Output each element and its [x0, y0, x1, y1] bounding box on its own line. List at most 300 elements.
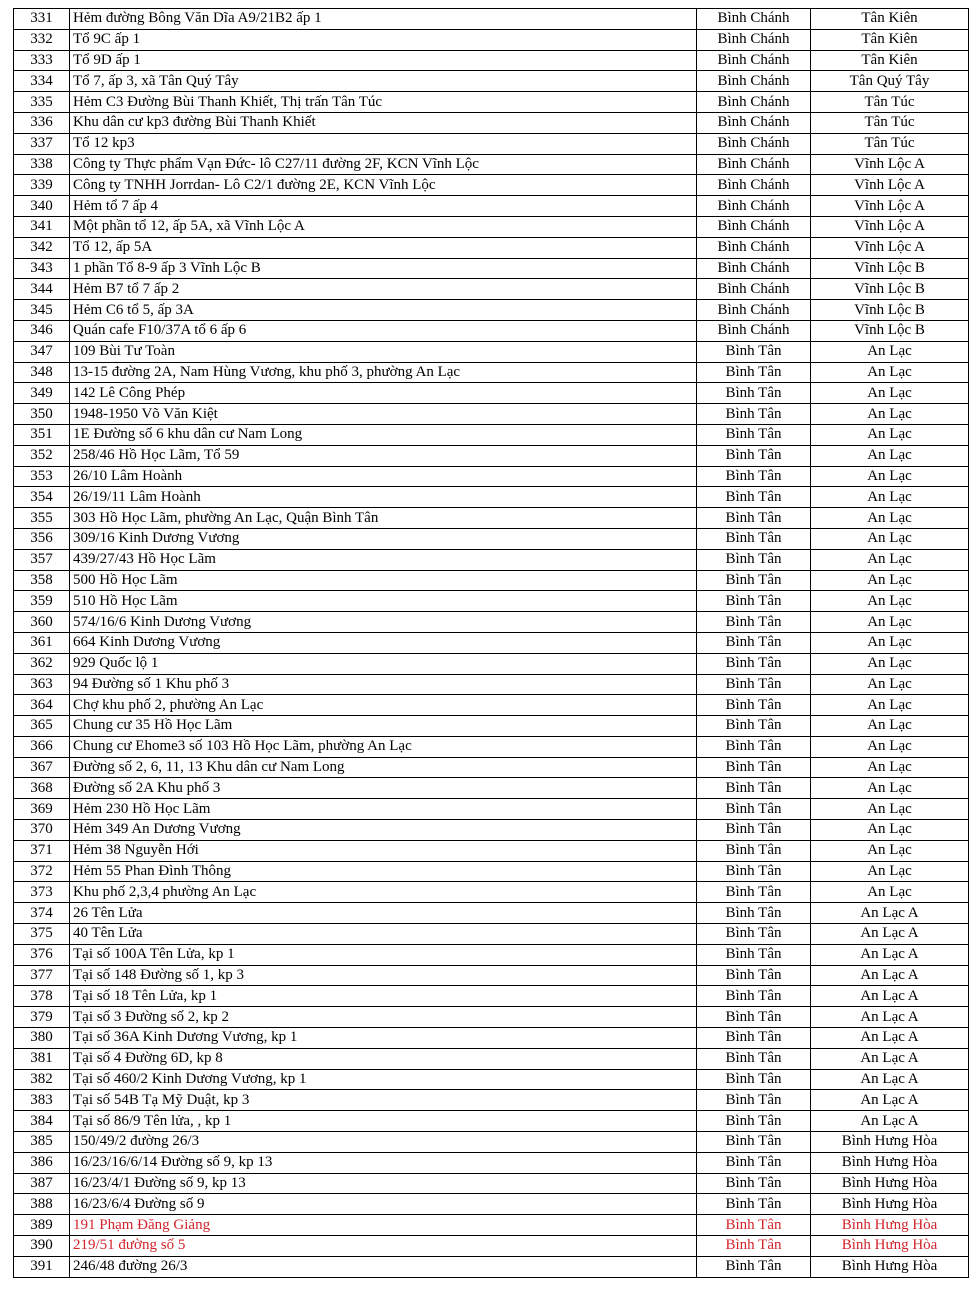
ward-cell: Bình Hưng Hòa — [811, 1215, 969, 1236]
row-number: 365 — [14, 716, 70, 737]
table-row — [14, 175, 969, 196]
table-row — [14, 112, 969, 133]
row-number: 332 — [14, 29, 70, 50]
address-cell: 258/46 Hồ Học Lãm, Tổ 59 — [70, 445, 697, 466]
ward-cell: An Lạc — [811, 570, 969, 591]
address-cell: Chung cư 35 Hồ Học Lãm — [70, 716, 697, 737]
ward-cell: An Lạc — [811, 383, 969, 404]
district-cell: Bình Tân — [697, 903, 811, 924]
row-number: 349 — [14, 383, 70, 404]
table-row — [14, 1111, 969, 1132]
district-cell: Bình Tân — [697, 1069, 811, 1090]
row-number: 370 — [14, 820, 70, 841]
row-number: 376 — [14, 944, 70, 965]
address-cell: Tổ 9C ấp 1 — [70, 29, 697, 50]
ward-cell: Vĩnh Lộc A — [811, 196, 969, 217]
table-row — [14, 1069, 969, 1090]
row-number: 359 — [14, 591, 70, 612]
district-cell: Bình Chánh — [697, 320, 811, 341]
row-number: 352 — [14, 445, 70, 466]
address-cell: Tại số 3 Đường số 2, kp 2 — [70, 1007, 697, 1028]
ward-cell: An Lạc A — [811, 1048, 969, 1069]
district-cell: Bình Tân — [697, 549, 811, 570]
address-cell: Quán cafe F10/37A tổ 6 ấp 6 — [70, 320, 697, 341]
ward-cell: Tân Kiên — [811, 29, 969, 50]
address-cell: Tại số 18 Tên Lửa, kp 1 — [70, 986, 697, 1007]
district-cell: Bình Tân — [697, 924, 811, 945]
row-number: 391 — [14, 1256, 70, 1277]
row-number: 384 — [14, 1111, 70, 1132]
address-cell: Tổ 12, ấp 5A — [70, 237, 697, 258]
district-cell: Bình Tân — [697, 1028, 811, 1049]
district-cell: Bình Tân — [697, 716, 811, 737]
ward-cell: An Lạc — [811, 362, 969, 383]
district-cell: Bình Tân — [697, 965, 811, 986]
row-number: 385 — [14, 1132, 70, 1153]
row-number: 373 — [14, 882, 70, 903]
ward-cell: Vĩnh Lộc A — [811, 216, 969, 237]
district-cell: Bình Tân — [697, 986, 811, 1007]
ward-cell: An Lạc A — [811, 944, 969, 965]
address-cell: 16/23/6/4 Đường số 9 — [70, 1194, 697, 1215]
row-number: 337 — [14, 133, 70, 154]
table-row — [14, 487, 969, 508]
table-row — [14, 695, 969, 716]
district-cell: Bình Chánh — [697, 112, 811, 133]
ward-cell: An Lạc — [811, 695, 969, 716]
table-row — [14, 986, 969, 1007]
row-number: 378 — [14, 986, 70, 1007]
address-cell: Khu dân cư kp3 đường Bùi Thanh Khiết — [70, 112, 697, 133]
district-cell: Bình Chánh — [697, 92, 811, 113]
ward-cell: An Lạc A — [811, 965, 969, 986]
district-cell: Bình Tân — [697, 840, 811, 861]
address-cell: Hẻm 230 Hồ Học Lãm — [70, 799, 697, 820]
table-row — [14, 29, 969, 50]
district-cell: Bình Chánh — [697, 9, 811, 30]
address-cell: Khu phố 2,3,4 phường An Lạc — [70, 882, 697, 903]
address-cell: Tại số 4 Đường 6D, kp 8 — [70, 1048, 697, 1069]
district-cell: Bình Tân — [697, 591, 811, 612]
table-row — [14, 716, 969, 737]
row-number: 380 — [14, 1028, 70, 1049]
ward-cell: An Lạc — [811, 653, 969, 674]
ward-cell: An Lạc — [811, 716, 969, 737]
district-cell: Bình Tân — [697, 1194, 811, 1215]
ward-cell: Vĩnh Lộc B — [811, 258, 969, 279]
ward-cell: An Lạc — [811, 404, 969, 425]
ward-cell: Bình Hưng Hòa — [811, 1152, 969, 1173]
row-number: 375 — [14, 924, 70, 945]
table-body — [14, 9, 969, 1278]
district-cell: Bình Chánh — [697, 237, 811, 258]
address-cell: Tại số 100A Tên Lửa, kp 1 — [70, 944, 697, 965]
ward-cell: Tân Kiên — [811, 9, 969, 30]
table-row — [14, 258, 969, 279]
table-row — [14, 445, 969, 466]
district-cell: Bình Chánh — [697, 196, 811, 217]
ward-cell: An Lạc — [811, 466, 969, 487]
address-cell: Tổ 9D ấp 1 — [70, 50, 697, 71]
district-cell: Bình Tân — [697, 1090, 811, 1111]
table-row — [14, 778, 969, 799]
district-cell: Bình Tân — [697, 612, 811, 633]
table-row — [14, 528, 969, 549]
district-cell: Bình Chánh — [697, 300, 811, 321]
table-row — [14, 861, 969, 882]
table-row — [14, 1028, 969, 1049]
row-number: 356 — [14, 528, 70, 549]
address-cell: Hẻm C3 Đường Bùi Thanh Khiết, Thị trấn Tân Túc — [70, 92, 697, 113]
ward-cell: Vĩnh Lộc B — [811, 300, 969, 321]
ward-cell: Vĩnh Lộc A — [811, 237, 969, 258]
table-row — [14, 424, 969, 445]
ward-cell: Bình Hưng Hòa — [811, 1194, 969, 1215]
address-cell: Hẻm đường Bông Văn Dĩa A9/21B2 ấp 1 — [70, 9, 697, 30]
ward-cell: An Lạc A — [811, 903, 969, 924]
address-table — [13, 8, 969, 1278]
district-cell: Bình Tân — [697, 424, 811, 445]
district-cell: Bình Tân — [697, 362, 811, 383]
table-row — [14, 1132, 969, 1153]
address-cell: Hẻm tổ 7 ấp 4 — [70, 196, 697, 217]
ward-cell: An Lạc — [811, 632, 969, 653]
row-number: 341 — [14, 216, 70, 237]
table-row — [14, 840, 969, 861]
table-row — [14, 279, 969, 300]
table-row — [14, 92, 969, 113]
ward-cell: An Lạc — [811, 424, 969, 445]
district-cell: Bình Tân — [697, 383, 811, 404]
district-cell: Bình Chánh — [697, 133, 811, 154]
table-row — [14, 508, 969, 529]
address-cell: Tổ 7, ấp 3, xã Tân Quý Tây — [70, 71, 697, 92]
address-cell: Tại số 36A Kinh Dương Vương, kp 1 — [70, 1028, 697, 1049]
district-cell: Bình Chánh — [697, 71, 811, 92]
table-row — [14, 1048, 969, 1069]
address-cell: Hẻm B7 tổ 7 ấp 2 — [70, 279, 697, 300]
district-cell: Bình Tân — [697, 1048, 811, 1069]
ward-cell: Tân Túc — [811, 133, 969, 154]
table-row — [14, 882, 969, 903]
table-row — [14, 757, 969, 778]
table-row — [14, 50, 969, 71]
address-cell: 439/27/43 Hồ Học Lãm — [70, 549, 697, 570]
district-cell: Bình Chánh — [697, 258, 811, 279]
row-number: 379 — [14, 1007, 70, 1028]
district-cell: Bình Tân — [697, 1111, 811, 1132]
row-number: 381 — [14, 1048, 70, 1069]
address-cell: 26/10 Lâm Hoành — [70, 466, 697, 487]
address-cell: 929 Quốc lộ 1 — [70, 653, 697, 674]
district-cell: Bình Tân — [697, 653, 811, 674]
district-cell: Bình Tân — [697, 1173, 811, 1194]
district-cell: Bình Tân — [697, 341, 811, 362]
address-cell: Tổ 12 kp3 — [70, 133, 697, 154]
address-cell: Công ty Thực phẩm Vạn Đức- lô C27/11 đường 2F, KCN Vĩnh Lộc — [70, 154, 697, 175]
table-row — [14, 320, 969, 341]
district-cell: Bình Tân — [697, 528, 811, 549]
table-row — [14, 632, 969, 653]
ward-cell: An Lạc A — [811, 1007, 969, 1028]
address-cell: 16/23/4/1 Đường số 9, kp 13 — [70, 1173, 697, 1194]
row-number: 374 — [14, 903, 70, 924]
address-cell: 13-15 đường 2A, Nam Hùng Vương, khu phố 3, phường An Lạc — [70, 362, 697, 383]
ward-cell: An Lạc A — [811, 986, 969, 1007]
table-row — [14, 216, 969, 237]
ward-cell: An Lạc A — [811, 924, 969, 945]
row-number: 357 — [14, 549, 70, 570]
ward-cell: Tân Túc — [811, 92, 969, 113]
table-row — [14, 237, 969, 258]
district-cell: Bình Chánh — [697, 279, 811, 300]
address-cell: 500 Hồ Học Lãm — [70, 570, 697, 591]
ward-cell: An Lạc — [811, 487, 969, 508]
address-cell: 16/23/16/6/14 Đường số 9, kp 13 — [70, 1152, 697, 1173]
row-number: 369 — [14, 799, 70, 820]
district-cell: Bình Tân — [697, 508, 811, 529]
ward-cell: An Lạc — [811, 882, 969, 903]
row-number: 371 — [14, 840, 70, 861]
district-cell: Bình Tân — [697, 404, 811, 425]
row-number: 342 — [14, 237, 70, 258]
row-number: 345 — [14, 300, 70, 321]
address-cell: Đường số 2A Khu phố 3 — [70, 778, 697, 799]
district-cell: Bình Tân — [697, 944, 811, 965]
ward-cell: An Lạc — [811, 840, 969, 861]
district-cell: Bình Chánh — [697, 216, 811, 237]
ward-cell: An Lạc — [811, 757, 969, 778]
ward-cell: An Lạc — [811, 508, 969, 529]
row-number: 368 — [14, 778, 70, 799]
ward-cell: Vĩnh Lộc A — [811, 154, 969, 175]
district-cell: Bình Tân — [697, 632, 811, 653]
row-number: 364 — [14, 695, 70, 716]
row-number: 336 — [14, 112, 70, 133]
table-row — [14, 1194, 969, 1215]
table-row — [14, 300, 969, 321]
table-row — [14, 612, 969, 633]
table-row — [14, 404, 969, 425]
ward-cell: An Lạc — [811, 861, 969, 882]
address-cell: 191 Phạm Đăng Giảng — [70, 1215, 697, 1236]
table-row — [14, 549, 969, 570]
table-row — [14, 570, 969, 591]
address-cell: 664 Kinh Dương Vương — [70, 632, 697, 653]
table-row — [14, 903, 969, 924]
ward-cell: Bình Hưng Hòa — [811, 1132, 969, 1153]
row-number: 355 — [14, 508, 70, 529]
district-cell: Bình Chánh — [697, 50, 811, 71]
row-number: 362 — [14, 653, 70, 674]
row-number: 388 — [14, 1194, 70, 1215]
row-number: 358 — [14, 570, 70, 591]
address-cell: 246/48 đường 26/3 — [70, 1256, 697, 1277]
district-cell: Bình Tân — [697, 570, 811, 591]
table-row — [14, 674, 969, 695]
district-cell: Bình Tân — [697, 1215, 811, 1236]
table-row — [14, 466, 969, 487]
table-row — [14, 383, 969, 404]
ward-cell: Bình Hưng Hòa — [811, 1236, 969, 1257]
address-cell: 40 Tên Lửa — [70, 924, 697, 945]
address-cell: Hẻm C6 tổ 5, ấp 3A — [70, 300, 697, 321]
address-cell: 219/51 đường số 5 — [70, 1236, 697, 1257]
row-number: 366 — [14, 736, 70, 757]
row-number: 354 — [14, 487, 70, 508]
table-row — [14, 653, 969, 674]
district-cell: Bình Chánh — [697, 154, 811, 175]
row-number: 351 — [14, 424, 70, 445]
row-number: 389 — [14, 1215, 70, 1236]
row-number: 339 — [14, 175, 70, 196]
table-row — [14, 71, 969, 92]
district-cell: Bình Tân — [697, 487, 811, 508]
district-cell: Bình Tân — [697, 1132, 811, 1153]
table-row — [14, 924, 969, 945]
table-row — [14, 341, 969, 362]
ward-cell: An Lạc — [811, 674, 969, 695]
row-number: 383 — [14, 1090, 70, 1111]
ward-cell: Tân Kiên — [811, 50, 969, 71]
ward-cell: An Lạc — [811, 528, 969, 549]
ward-cell: An Lạc A — [811, 1028, 969, 1049]
address-cell: Hẻm 38 Nguyễn Hới — [70, 840, 697, 861]
row-number: 338 — [14, 154, 70, 175]
address-cell: 26/19/11 Lâm Hoành — [70, 487, 697, 508]
ward-cell: An Lạc — [811, 445, 969, 466]
district-cell: Bình Tân — [697, 778, 811, 799]
district-cell: Bình Tân — [697, 820, 811, 841]
address-cell: Tại số 86/9 Tên lửa, , kp 1 — [70, 1111, 697, 1132]
ward-cell: An Lạc — [811, 591, 969, 612]
table-row — [14, 736, 969, 757]
row-number: 360 — [14, 612, 70, 633]
row-number: 340 — [14, 196, 70, 217]
row-number: 367 — [14, 757, 70, 778]
address-cell: Một phần tổ 12, ấp 5A, xã Vĩnh Lộc A — [70, 216, 697, 237]
district-cell: Bình Tân — [697, 1007, 811, 1028]
table-row — [14, 196, 969, 217]
table-row — [14, 9, 969, 30]
table-row — [14, 1152, 969, 1173]
table-row — [14, 1007, 969, 1028]
district-cell: Bình Chánh — [697, 175, 811, 196]
address-cell: 510 Hồ Học Lãm — [70, 591, 697, 612]
ward-cell: Bình Hưng Hòa — [811, 1256, 969, 1277]
ward-cell: An Lạc — [811, 736, 969, 757]
address-cell: Hẻm 349 An Dương Vương — [70, 820, 697, 841]
address-cell: Chung cư Ehome3 số 103 Hồ Học Lãm, phường An Lạc — [70, 736, 697, 757]
row-number: 382 — [14, 1069, 70, 1090]
district-cell: Bình Tân — [697, 466, 811, 487]
ward-cell: An Lạc — [811, 341, 969, 362]
address-cell: 26 Tên Lửa — [70, 903, 697, 924]
table-row — [14, 362, 969, 383]
district-cell: Bình Tân — [697, 674, 811, 695]
table-row — [14, 965, 969, 986]
row-number: 346 — [14, 320, 70, 341]
ward-cell: Vĩnh Lộc B — [811, 279, 969, 300]
district-cell: Bình Tân — [697, 799, 811, 820]
address-cell: Hẻm 55 Phan Đình Thông — [70, 861, 697, 882]
ward-cell: An Lạc A — [811, 1069, 969, 1090]
ward-cell: An Lạc — [811, 820, 969, 841]
row-number: 347 — [14, 341, 70, 362]
district-cell: Bình Tân — [697, 1256, 811, 1277]
table-row — [14, 799, 969, 820]
row-number: 333 — [14, 50, 70, 71]
table-row — [14, 133, 969, 154]
ward-cell: Bình Hưng Hòa — [811, 1173, 969, 1194]
row-number: 334 — [14, 71, 70, 92]
row-number: 331 — [14, 9, 70, 30]
address-cell: 1948-1950 Võ Văn Kiệt — [70, 404, 697, 425]
ward-cell: Tân Túc — [811, 112, 969, 133]
ward-cell: Vĩnh Lộc A — [811, 175, 969, 196]
district-cell: Bình Tân — [697, 445, 811, 466]
ward-cell: Tân Quý Tây — [811, 71, 969, 92]
ward-cell: An Lạc — [811, 778, 969, 799]
row-number: 363 — [14, 674, 70, 695]
table-row — [14, 1173, 969, 1194]
district-cell: Bình Tân — [697, 1236, 811, 1257]
district-cell: Bình Tân — [697, 882, 811, 903]
address-cell: 109 Bùi Tư Toàn — [70, 341, 697, 362]
table-row — [14, 820, 969, 841]
table-row — [14, 944, 969, 965]
address-cell: 94 Đường số 1 Khu phố 3 — [70, 674, 697, 695]
address-cell: Tại số 460/2 Kinh Dương Vương, kp 1 — [70, 1069, 697, 1090]
row-number: 353 — [14, 466, 70, 487]
district-cell: Bình Tân — [697, 861, 811, 882]
address-cell: 303 Hồ Học Lãm, phường An Lạc, Quận Bình Tân — [70, 508, 697, 529]
row-number: 343 — [14, 258, 70, 279]
row-number: 386 — [14, 1152, 70, 1173]
table-row — [14, 1215, 969, 1236]
ward-cell: An Lạc — [811, 549, 969, 570]
ward-cell: Vĩnh Lộc B — [811, 320, 969, 341]
row-number: 335 — [14, 92, 70, 113]
ward-cell: An Lạc — [811, 799, 969, 820]
district-cell: Bình Chánh — [697, 29, 811, 50]
district-cell: Bình Tân — [697, 757, 811, 778]
table-row — [14, 591, 969, 612]
ward-cell: An Lạc — [811, 612, 969, 633]
table-row — [14, 1236, 969, 1257]
district-cell: Bình Tân — [697, 736, 811, 757]
address-cell: Đường số 2, 6, 11, 13 Khu dân cư Nam Long — [70, 757, 697, 778]
address-cell: 150/49/2 đường 26/3 — [70, 1132, 697, 1153]
row-number: 390 — [14, 1236, 70, 1257]
row-number: 387 — [14, 1173, 70, 1194]
address-cell: Tại số 148 Đường số 1, kp 3 — [70, 965, 697, 986]
ward-cell: An Lạc A — [811, 1111, 969, 1132]
row-number: 361 — [14, 632, 70, 653]
ward-cell: An Lạc A — [811, 1090, 969, 1111]
row-number: 348 — [14, 362, 70, 383]
table-row — [14, 1256, 969, 1277]
district-cell: Bình Tân — [697, 695, 811, 716]
address-cell: Công ty TNHH Jorrdan- Lô C2/1 đường 2E, KCN Vĩnh Lộc — [70, 175, 697, 196]
address-cell: 574/16/6 Kinh Dương Vương — [70, 612, 697, 633]
district-cell: Bình Tân — [697, 1152, 811, 1173]
row-number: 377 — [14, 965, 70, 986]
address-cell: 1 phần Tổ 8-9 ấp 3 Vĩnh Lộc B — [70, 258, 697, 279]
row-number: 372 — [14, 861, 70, 882]
table-row — [14, 154, 969, 175]
address-cell: 309/16 Kinh Dương Vương — [70, 528, 697, 549]
